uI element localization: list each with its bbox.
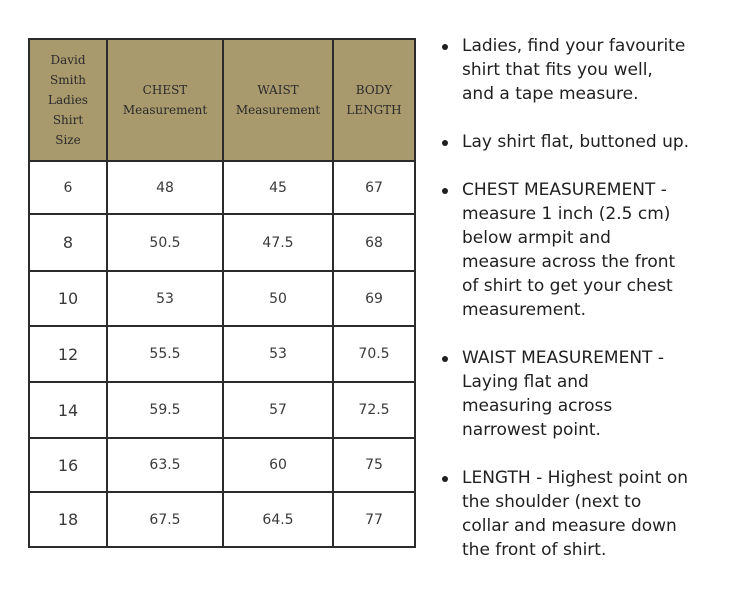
instruction-line: measurement.: [462, 300, 587, 320]
header-chest: [107, 39, 223, 161]
measuring-instructions: [440, 34, 740, 562]
header-size: [29, 39, 107, 161]
header-waist-line: WAIST: [257, 83, 299, 97]
header-size-line: Smith: [50, 73, 86, 87]
length-cell: 67: [333, 161, 415, 214]
chest-cell: 55.5: [107, 326, 223, 382]
header-chest-line: CHEST: [142, 83, 188, 97]
instruction-line: and a tape measure.: [462, 84, 639, 104]
instruction-line: CHEST MEASUREMENT -: [462, 180, 667, 200]
size-cell: 18: [29, 492, 107, 547]
waist-cell: 45: [223, 161, 333, 214]
waist-cell: 50: [223, 271, 333, 326]
waist-cell: 57: [223, 382, 333, 438]
size-cell: 14: [29, 382, 107, 438]
instruction-item: [440, 178, 740, 322]
instruction-line: LENGTH - Highest point on: [462, 468, 688, 488]
bullet-icon: [442, 44, 448, 50]
instruction-item: [440, 346, 740, 442]
table-row: [29, 382, 415, 438]
header-size-line: Ladies: [48, 93, 88, 107]
length-cell: 70.5: [333, 326, 415, 382]
header-size-line: David: [50, 53, 86, 67]
instruction-line: Ladies, find your favourite: [462, 36, 686, 56]
waist-cell: 60: [223, 438, 333, 492]
length-cell: 75: [333, 438, 415, 492]
instruction-line: Lay shirt flat, buttoned up.: [462, 132, 690, 152]
instruction-line: collar and measure down: [462, 516, 677, 536]
header-waist: [223, 39, 333, 161]
chest-cell: 53: [107, 271, 223, 326]
header-body-length: [333, 39, 415, 161]
instruction-line: below armpit and: [462, 228, 611, 248]
instruction-line: Laying flat and: [462, 372, 589, 392]
instruction-line: the shoulder (next to: [462, 492, 642, 512]
instruction-line: measure 1 inch (2.5 cm): [462, 204, 671, 224]
header-body-length-line: LENGTH: [346, 103, 402, 117]
bullet-icon: [442, 188, 448, 194]
instruction-item: [440, 34, 740, 106]
table-row: [29, 161, 415, 214]
header-size-line: Size: [55, 133, 81, 147]
size-cell: 8: [29, 214, 107, 271]
table-row: [29, 271, 415, 326]
size-cell: 10: [29, 271, 107, 326]
waist-cell: 47.5: [223, 214, 333, 271]
chest-cell: 48: [107, 161, 223, 214]
length-cell: 68: [333, 214, 415, 271]
header-waist-line: Measurement: [235, 103, 321, 117]
table-row: [29, 214, 415, 271]
waist-cell: 64.5: [223, 492, 333, 547]
instruction-line: of shirt to get your chest: [462, 276, 673, 296]
instruction-item: [440, 130, 740, 154]
header-chest-line: Measurement: [122, 103, 208, 117]
chest-cell: 50.5: [107, 214, 223, 271]
length-cell: 77: [333, 492, 415, 547]
table-row: [29, 492, 415, 547]
bullet-icon: [442, 140, 448, 146]
header-body-length-line: BODY: [355, 83, 393, 97]
instruction-line: the front of shirt.: [462, 540, 607, 560]
instruction-line: measure across the front: [462, 252, 676, 272]
table-header-row: [29, 39, 415, 161]
instruction-line: WAIST MEASUREMENT -: [462, 348, 664, 368]
length-cell: 72.5: [333, 382, 415, 438]
bullet-icon: [442, 476, 448, 482]
chest-cell: 59.5: [107, 382, 223, 438]
instruction-line: measuring across: [462, 396, 613, 416]
length-cell: 69: [333, 271, 415, 326]
size-cell: 16: [29, 438, 107, 492]
table-row: [29, 438, 415, 492]
table-row: [29, 326, 415, 382]
bullet-icon: [442, 356, 448, 362]
chest-cell: 63.5: [107, 438, 223, 492]
size-cell: 6: [29, 161, 107, 214]
instruction-line: narrowest point.: [462, 420, 601, 440]
header-size-line: Shirt: [52, 113, 84, 127]
size-cell: 12: [29, 326, 107, 382]
size-chart-table: [28, 38, 416, 548]
instruction-item: [440, 466, 740, 562]
chest-cell: 67.5: [107, 492, 223, 547]
instruction-line: shirt that fits you well,: [462, 60, 653, 80]
waist-cell: 53: [223, 326, 333, 382]
